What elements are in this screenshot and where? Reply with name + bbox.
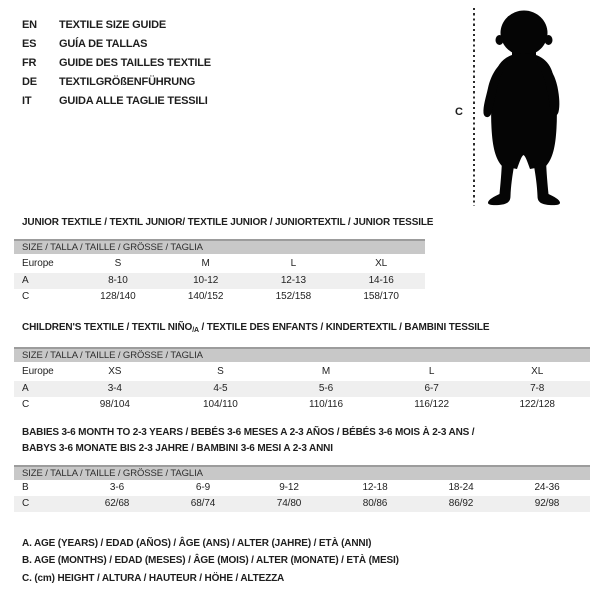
table-cell: L (428, 366, 435, 377)
language-row-en (22, 16, 211, 35)
table-cell: 140/152 (187, 291, 224, 302)
table-cell: 68/74 (190, 498, 216, 509)
table-cell: 110/116 (309, 399, 343, 410)
table-cell: 104/110 (203, 399, 238, 410)
row-label: C (22, 399, 30, 410)
table-cell: 12-18 (362, 482, 388, 493)
language-code: IT (22, 95, 32, 107)
table-cell: XL (375, 258, 388, 269)
table-cell: 6-7 (424, 383, 439, 394)
language-code: EN (22, 19, 37, 31)
row-label: B (22, 482, 29, 493)
table-cell: 8-10 (108, 275, 128, 286)
table-row-months (14, 480, 590, 496)
table-cell: 5-6 (318, 383, 334, 394)
size-header-bar: SIZE / TALLA / TAILLE / GRÖSSE / TAGLIA (14, 239, 425, 254)
title-text: CHILDREN'S TEXTILE / TEXTIL NIÑO (22, 322, 193, 333)
table-cell: 9-12 (279, 482, 299, 493)
language-title: GUIDE DES TAILLES TEXTILE (59, 57, 211, 69)
babies-table-title-line1: BABIES 3-6 MONTH TO 2-3 YEARS / BEBÉS 3-6 MESES A 2-3 AÑOS / BÉBÉS 3-6 MOIS À 2-3 ANS / (22, 427, 475, 438)
table-cell: 4-5 (213, 383, 228, 394)
table-cell: 158/170 (363, 291, 399, 302)
table-cell: 74/80 (276, 498, 302, 509)
table-cell: S (217, 366, 224, 377)
language-title: TEXTILGRÖßENFÜHRUNG (59, 76, 196, 88)
language-row-es (22, 35, 211, 54)
table-row-europe (14, 254, 425, 273)
table-cell: 12-13 (280, 275, 306, 286)
table-cell: 128/140 (100, 291, 136, 302)
height-measure-label: C (455, 106, 463, 118)
table-cell: 80/86 (362, 498, 388, 509)
title-subscript: /A (192, 327, 199, 334)
row-label: A (22, 383, 29, 394)
table-cell: M (201, 258, 210, 269)
language-title: GUÍA DE TALLAS (59, 38, 148, 50)
table-cell: 122/128 (519, 399, 555, 410)
height-measure-dotted-line (473, 8, 475, 206)
table-row-age (14, 273, 425, 289)
note-age-years: A. AGE (YEARS) / EDAD (AÑOS) / ÂGE (ANS) / ALTER (JAHRE) / ETÀ (ANNI) (22, 538, 372, 549)
table-cell: 92/98 (534, 498, 560, 509)
language-title: GUIDA ALLE TAGLIE TESSILI (59, 95, 208, 107)
row-label: C (22, 498, 30, 509)
table-cell: 10-12 (193, 275, 219, 286)
table-cell: 152/158 (275, 291, 312, 302)
row-label: Europe (22, 258, 54, 269)
row-label: Europe (22, 366, 54, 377)
row-label: A (22, 275, 29, 286)
children-table-title (22, 321, 489, 337)
table-row-europe (14, 362, 590, 381)
language-row-de (22, 73, 211, 92)
table-cell: XL (531, 366, 544, 377)
language-title: TEXTILE SIZE GUIDE (59, 19, 167, 31)
junior-size-table (14, 239, 425, 305)
baby-silhouette-icon (480, 8, 570, 206)
language-code: DE (22, 76, 37, 88)
size-header-bar: SIZE / TALLA / TAILLE / GRÖSSE / TAGLIA (14, 465, 590, 480)
table-cell: 14-16 (368, 275, 394, 286)
table-row-height (14, 496, 590, 512)
table-cell: XS (108, 366, 122, 377)
table-row-height (14, 397, 590, 413)
junior-table-title: JUNIOR TEXTILE / TEXTIL JUNIOR/ TEXTILE JUNIOR / JUNIORTEXTIL / JUNIOR TESSILE (22, 217, 434, 228)
babies-table-title-line2: BABYS 3-6 MONATE BIS 2-3 JAHRE / BAMBINI 3-6 MESI A 2-3 ANNI (22, 443, 333, 454)
table-cell: L (290, 258, 297, 269)
table-cell: 18-24 (448, 482, 474, 493)
legend-notes (22, 535, 399, 587)
table-cell: 98/104 (99, 399, 130, 410)
language-code: ES (22, 38, 37, 50)
babies-size-table (14, 465, 590, 512)
table-row-height (14, 289, 425, 305)
children-size-table (14, 347, 590, 413)
language-list (22, 16, 211, 111)
table-cell: 62/68 (104, 498, 130, 509)
language-code: FR (22, 57, 37, 69)
table-cell: 6-9 (195, 482, 211, 493)
table-row-age (14, 381, 590, 397)
table-cell: 24-36 (534, 482, 560, 493)
language-row-it (22, 92, 211, 111)
language-row-fr (22, 54, 211, 73)
title-text: / TEXTILE DES ENFANTS / KINDERTEXTIL / BAMBINI TESSILE (198, 322, 490, 333)
row-label: C (22, 291, 30, 302)
size-header-bar: SIZE / TALLA / TAILLE / GRÖSSE / TAGLIA (14, 347, 590, 362)
table-cell: 116/122 (414, 399, 449, 410)
table-cell: 7-8 (530, 383, 545, 394)
table-cell: M (321, 366, 331, 377)
table-cell: S (114, 258, 122, 269)
table-cell: 3-4 (107, 383, 122, 394)
note-age-months: B. AGE (MONTHS) / EDAD (MESES) / ÂGE (MOIS) / ALTER (MONATE) / ETÀ (MESI) (22, 555, 399, 567)
table-cell: 3-6 (109, 482, 125, 493)
table-cell: 86/92 (448, 498, 474, 509)
note-height-cm: C. (cm) HEIGHT / ALTURA / HAUTEUR / HÖHE / ALTEZZA (22, 572, 285, 584)
